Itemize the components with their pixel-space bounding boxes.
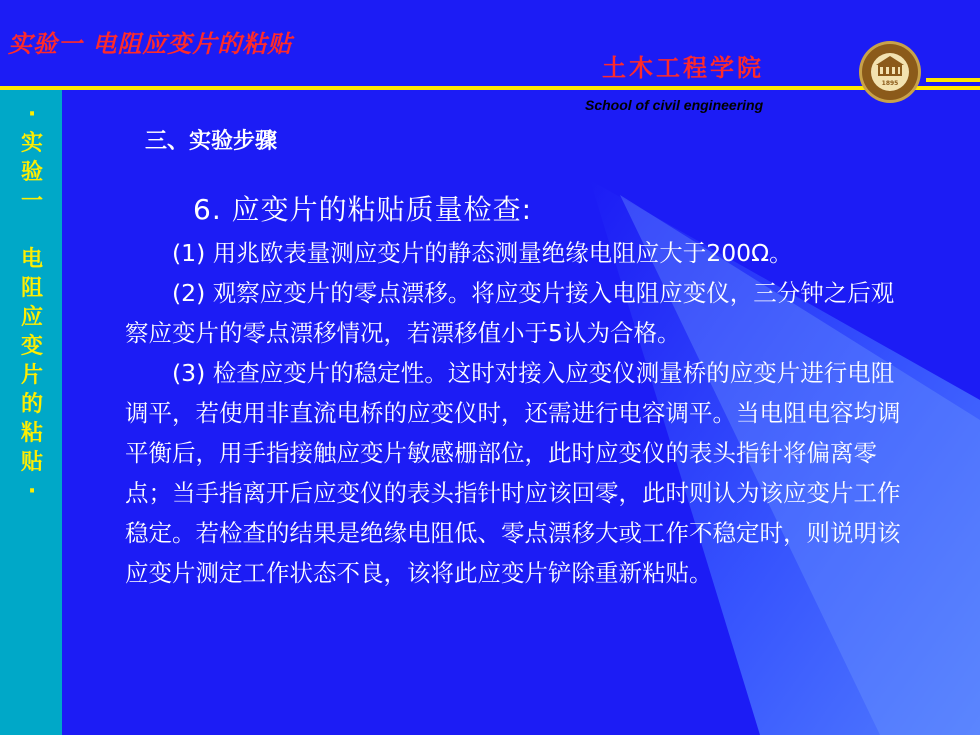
school-name-en: School of civil engineering <box>585 97 764 113</box>
university-seal-icon <box>858 40 922 104</box>
paragraph-2: (2) 观察应变片的零点漂移。将应变片接入电阻应变仪，三分钟之后观察应变片的零点漂移情况，若漂移值小于5认为合格。 <box>125 279 895 347</box>
logo-divider <box>926 78 980 82</box>
header-divider <box>0 86 980 90</box>
section-title: 三、实验步骤 <box>145 129 278 154</box>
logo-year: 1895 <box>881 80 899 87</box>
step-heading: 6. 应变片的粘贴质量检查: <box>193 193 533 226</box>
paragraph-3: (3) 检查应变片的稳定性。这时对接入应变仪测量桥的应变片进行电阻调平，若使用非直流电桥的应变仪时，还需进行电容调平。当电阻电容均调平衡后，用手指接触应变片敏感栅部位，此时应变仪的表头指针将偏离零点；当手指离开后应变仪的表头指针时应该回零，此时则认为该应变片工作稳定。若检查的结果是绝缘电阻低、零点漂移大或工作不稳定时，则说明该应变片测定工作状态不良，该将此应变片铲除重新粘贴。 <box>125 359 901 587</box>
body-content <box>125 233 915 593</box>
paragraph-1: (1) 用兆欧表量测应变片的静态测量绝缘电阻应大于200Ω。 <box>172 239 793 267</box>
sidebar-vertical-title: · 实 验 一 电 阻 应 变 片 的 粘 贴 · <box>20 102 43 504</box>
slide-title: 实验一 电阻应变片的粘贴 <box>8 30 293 58</box>
school-name-cn: 土木工程学院 <box>602 54 764 82</box>
